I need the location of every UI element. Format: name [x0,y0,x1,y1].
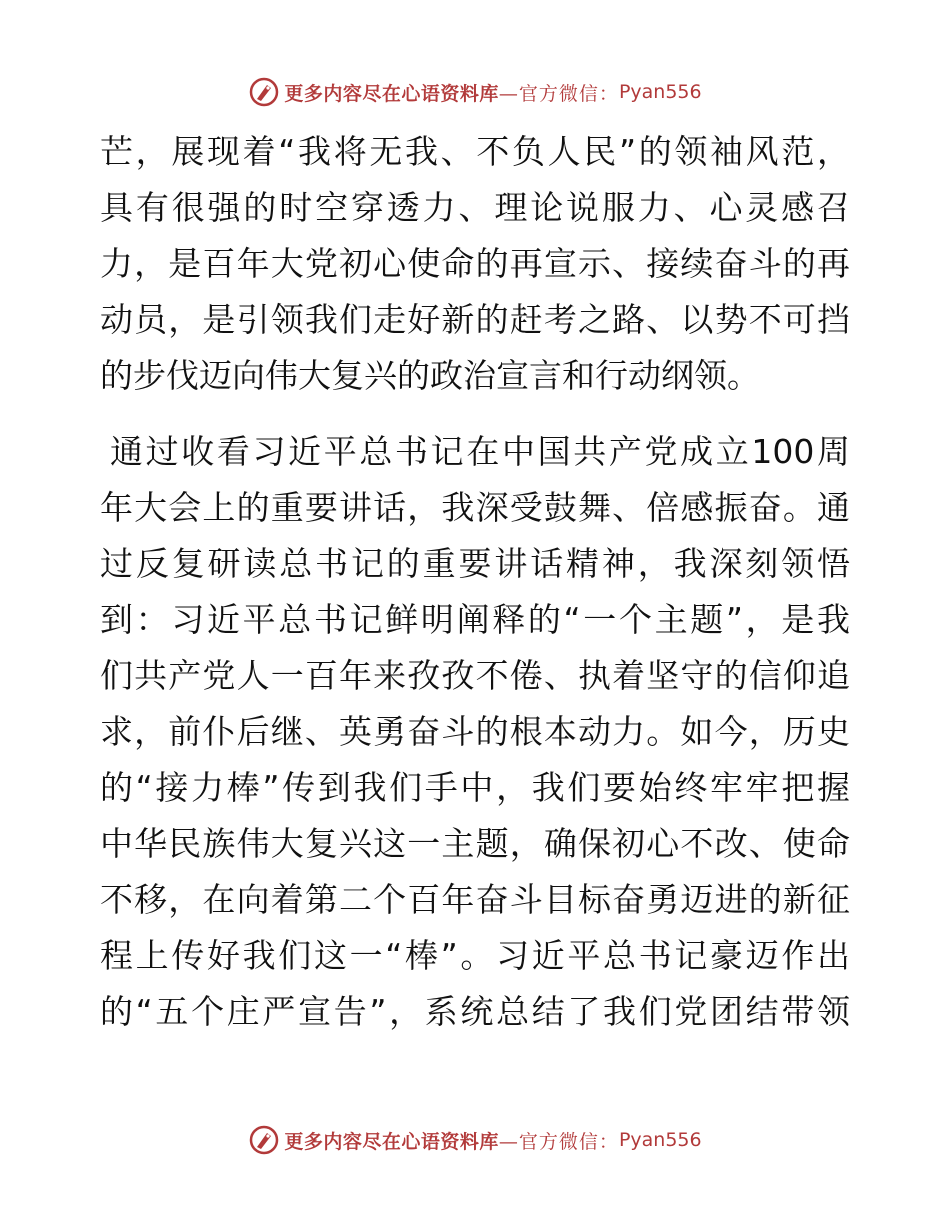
paragraph-2 [100,424,850,1040]
text-line: 们共产党人一百年来孜孜不倦、执着坚守的信仰追 [100,656,850,695]
text-line: 的步伐迈向伟大复兴的政治宣言和行动纲领。 [100,356,760,395]
text-line: 过反复研读总书记的重要讲话精神，我深刻领悟 [100,544,850,583]
text-line: 不移，在向着第二个百年奋斗目标奋勇迈进的新征 [100,880,850,919]
paragraph-1 [100,124,850,404]
pen-nib-circle-icon [248,1124,280,1156]
banner-brand: 更多内容尽在心语资料库 [284,1130,499,1153]
text-line: 的“接力棒”传到我们手中，我们要始终牢牢把握 [100,768,850,807]
text-line: 的“五个庄严宣告”，系统总结了我们党团结带领 [100,992,850,1031]
text-line: 程上传好我们这一“棒”。习近平总书记豪迈作出 [100,936,850,975]
banner-brand: 更多内容尽在心语资料库 [284,82,499,105]
text-line: 动员，是引领我们走好新的赶考之路、以势不可挡 [100,300,850,339]
text-line: 到：习近平总书记鲜明阐释的“一个主题”，是我 [100,600,850,639]
pen-nib-circle-icon [248,76,280,108]
banner-contact-label: —官方微信： [498,82,619,105]
text-line: 芒，展现着“我将无我、不负人民”的领袖风范， [100,132,850,171]
text-line: 求，前仆后继、英勇奋斗的根本动力。如今，历史 [100,712,850,751]
header-banner [0,72,950,112]
banner-wechat-handle: Pyan556 [618,81,702,103]
text-line: 力，是百年大党初心使命的再宣示、接续奋斗的再 [100,244,850,283]
banner-contact-label: —官方微信： [498,1130,619,1153]
document-body [100,124,850,1040]
banner-wechat-handle: Pyan556 [618,1129,702,1151]
paragraph-spacer [100,404,850,424]
text-line: 通过收看习近平总书记在中国共产党成立100周 [110,432,850,471]
footer-banner [0,1120,950,1160]
text-line: 具有很强的时空穿透力、理论说服力、心灵感召 [100,188,850,227]
text-line: 年大会上的重要讲话，我深受鼓舞、倍感振奋。通 [100,488,850,527]
text-line: 中华民族伟大复兴这一主题，确保初心不改、使命 [100,824,850,863]
